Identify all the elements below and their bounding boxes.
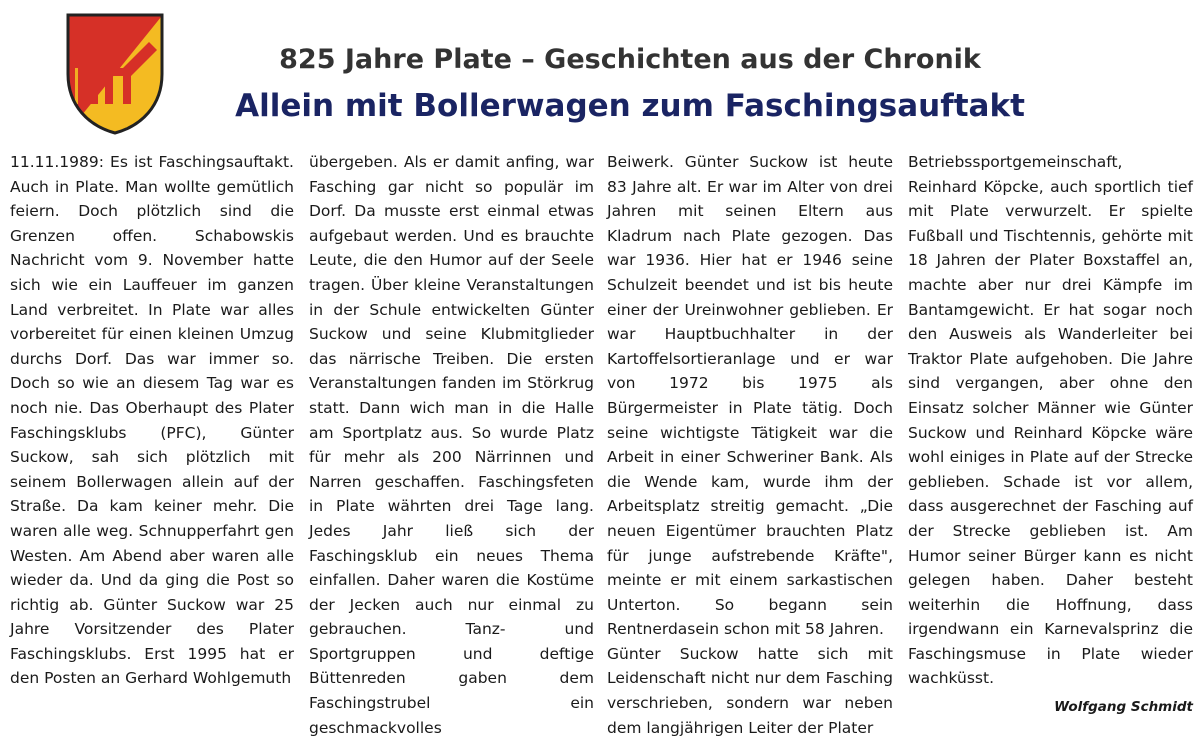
article-headline: Allein mit Bollerwagen zum Faschingsauftakt <box>235 88 1025 124</box>
article-paragraph: Günter Suckow hatte sich mit Leidenschaft nicht nur dem Fasching verschrieben, sondern war neben dem langjährigen Leiter der Plater <box>607 644 893 737</box>
article-paragraph: übergeben. Als er damit anfing, war Fasching gar nicht so populär im Dorf. Da musste erst einmal etwas aufgebaut werden. Und es brauchte Leute, die den Humor auf der Seele tragen. Über kleine Veranstaltungen in der Schule entwickelten Günter Suckow und seine Klubmitglieder das närrische Treiben. Die ersten Veranstaltungen fanden im Störkrug statt. Dann wich man in die Halle am Sportplatz aus. So wurde Platz für mehr als 200 Närrinnen und Narren geschaffen. Faschingsfeten in Plate währten drei Tage lang. Jedes Jahr ließ sich der Faschingsklub ein neues Thema einfallen. Daher waren die Kostüme der Jecken auch nur einmal zu gebrauchen. Tanz- und Sportgruppen und deftige Büttenreden gaben dem Faschingstrubel ein geschmackvolles <box>309 153 594 737</box>
author-byline: Wolfgang Schmidt <box>1054 699 1193 716</box>
article-column-1 <box>10 150 294 691</box>
article-paragraph: Betriebssportgemeinschaft, Reinhard Köpcke, auch sportlich tief mit Plate verwurzelt. Er spielte Fußball und Tischtennis, gehörte mit 18 Jahren der Plater Boxstaffel an, machte aber nur drei Kämpfe im Bantamgewicht. Er hat sogar noch den Ausweis als Wanderleiter bei Traktor Plate aufgehoben. Die Jahre sind vergangen, aber ohne den Einsatz solcher Männer wie Günter Suckow und Reinhard Köpcke wäre wohl einiges in Plate auf der Strecke geblieben. Schade ist vor allem, dass ausgerechnet der Fasching auf der Strecke geblieben ist. Am Humor seiner Bürger kann es nicht gelegen haben. Daher besteht weiterhin die Hoffnung, dass irgendwann ein Karnevalsprinz die Faschingsmuse in Plate wieder wachküsst. <box>908 153 1193 688</box>
article-body <box>0 150 1200 744</box>
article-column-3 <box>607 150 893 740</box>
article-kicker: 825 Jahre Plate – Geschichten aus der Chronik <box>279 44 981 75</box>
article-paragraph: 11.11.1989: Es ist Faschingsauftakt. Auch in Plate. Man wollte gemütlich feiern. Doch plötzlich sind die Grenzen offen. Schabowskis Nachricht vom 9. November hatte sich wie ein Lauffeuer im ganzen Land verbreitet. In Plate war alles vorbereitet für einen kleinen Umzug durchs Dorf. Das war immer so. Doch so wie an diesem Tag war es noch nie. Das Oberhaupt des Plater Faschingsklubs (PFC), Günter Suckow, sah sich plötzlich mit seinem Bollerwagen allein auf der Straße. Da kam keiner mehr. Die waren alle weg. Schnupperfahrt gen Westen. Am Abend aber waren alle wieder da. Und da ging die Post so richtig ab. Günter Suckow war 25 Jahre Vorsitzender des Plater Faschingsklubs. Erst 1995 hat er den Posten an Gerhard Wohlgemuth <box>10 153 294 688</box>
article-column-4 <box>908 150 1193 720</box>
article-column-2 <box>309 150 594 740</box>
article-paragraph: Beiwerk. Günter Suckow ist heute 83 Jahre alt. Er war im Alter von drei Jahren mit seinen Eltern aus Kladrum nach Plate gezogen. Das war 1936. Hier hat er 1946 seine Schulzeit beendet und ist bis heute einer der Ureinwohner geblieben. Er war Hauptbuchhalter in der Kartoffelsortieranlage und er war von 1972 bis 1975 als Bürgermeister in Plate tätig. Doch seine wichtigste Tätigkeit war die Arbeit in einer Schweriner Bank. Als die Wende kam, wurde ihm der Arbeitsplatz streitig gemacht. „Die neuen Eigentümer brauchten Platz für junge aufstrebende Kräfte", meinte er mit einem sarkastischen Unterton. So begann sein Rentnerdasein schon mit 58 Jahren. <box>607 153 893 639</box>
coat-of-arms-icon <box>64 12 166 136</box>
